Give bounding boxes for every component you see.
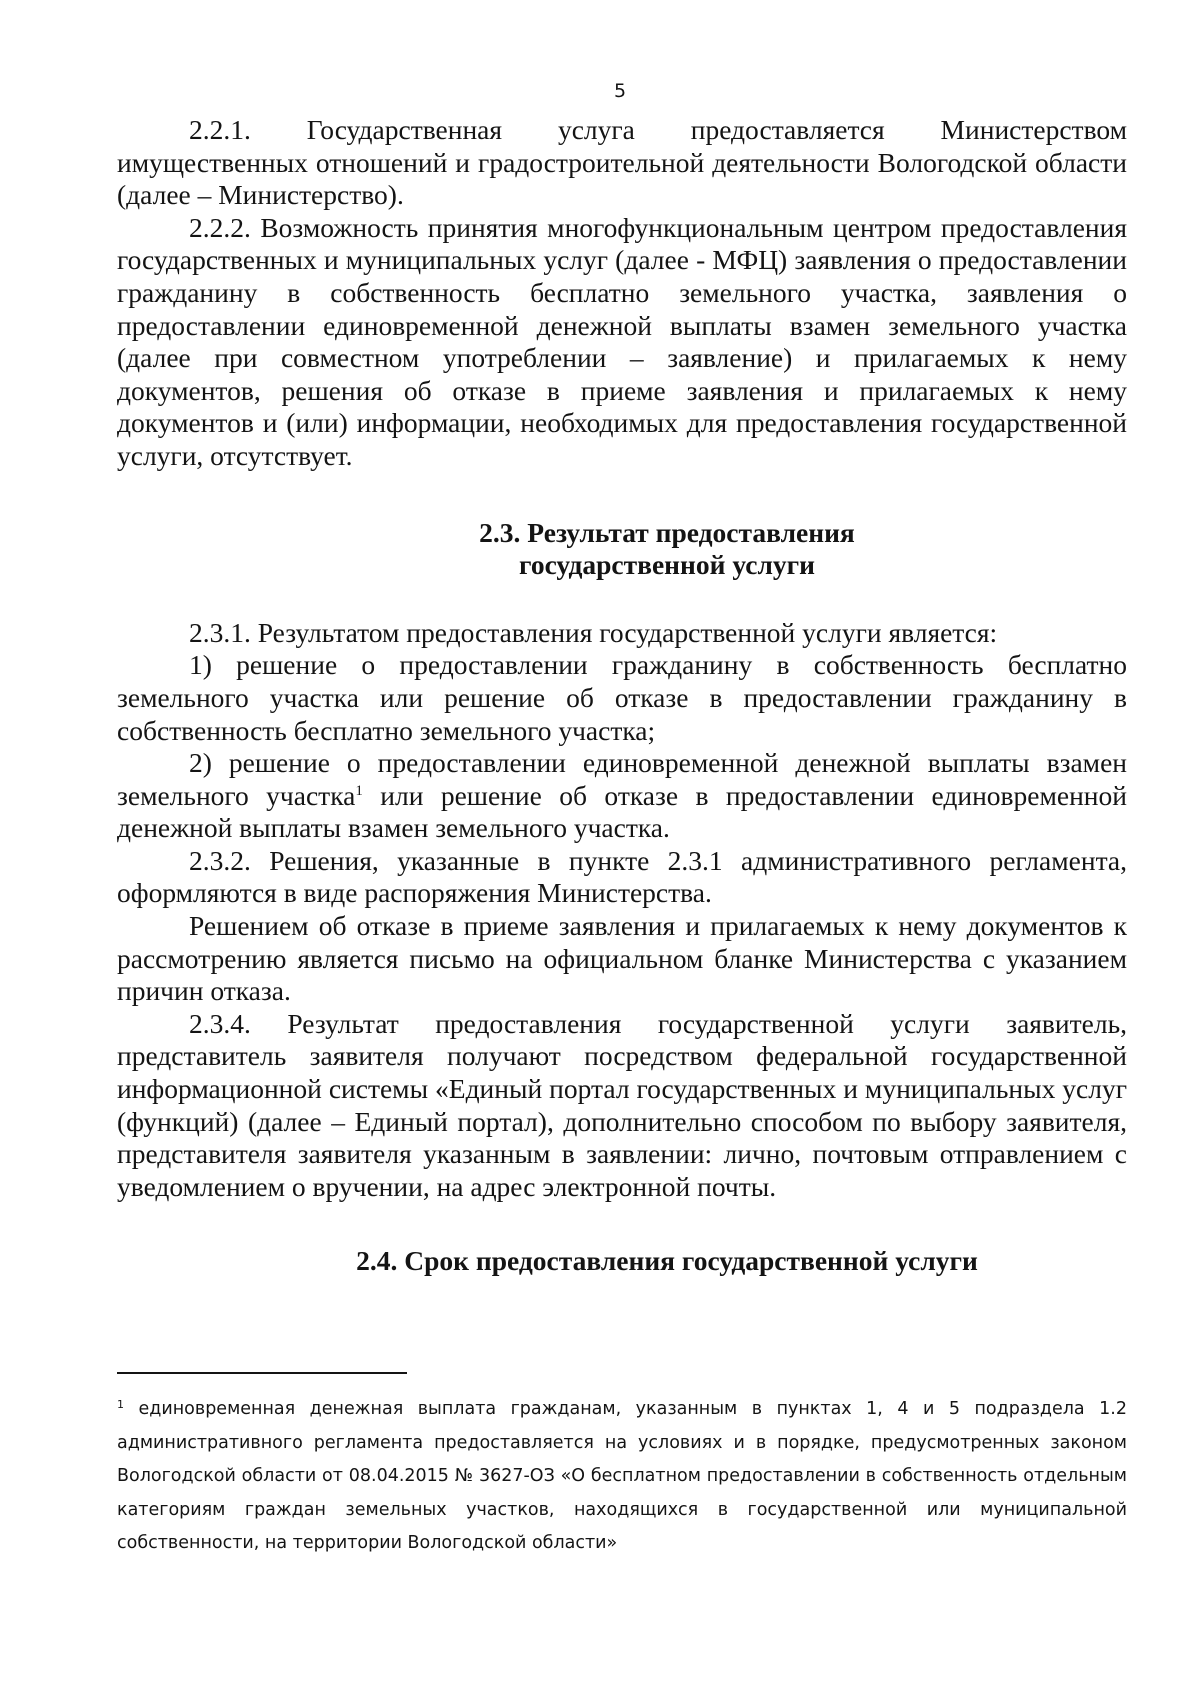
list-item-2 — [117, 747, 1127, 845]
paragraph-2-2-2: 2.2.2. Возможность принятия многофункциональным центром предоставления государственных и муниципальных услуг (далее - МФЦ) заявления о предоставлении гражданину в собственность бесплатно земельного участка, заявления о предоставлении единовременной денежной выплаты взамен земельного участка (далее при совместном употреблении – заявление) и прилагаемых к нему документов, решения об отказе в приеме заявления и прилагаемых к нему документов и (или) информации, необходимых для предоставления государственной услуги, отсутствует. — [117, 211, 1127, 471]
footnote-marker: 1 — [117, 1398, 124, 1411]
paragraph-refusal-letter: Решением об отказе в приеме заявления и прилагаемых к нему документов к рассмотрению является письмо на официальном бланке Министерства с указанием причин отказа. — [117, 910, 1127, 1007]
paragraph-2-3-2: 2.3.2. Решения, указанные в пункте 2.3.1 административного регламента, оформляются в виде распоряжения Министерства. — [117, 844, 1127, 909]
list-item-2-text-start: 2) решение о предоставлении единовременной денежной выплаты взамен земельного участка — [117, 747, 1127, 811]
footnote — [117, 1393, 1127, 1561]
list-item-2-text-end: или решение об отказе в предоставлении единовременной денежной выплаты взамен земельного участка. — [117, 779, 1127, 844]
heading-2-3-line-1: 2.3. Результат предоставления — [479, 516, 855, 548]
list-item-1: 1) решение о предоставлении гражданину в собственность бесплатно земельного участка или решение об отказе в предоставлении гражданину в собственность бесплатно земельного участка; — [117, 649, 1127, 746]
paragraph-2-2-1: 2.2.1. Государственная услуга предоставляется Министерством имущественных отношений и градостроительной деятельности Вологодской области (далее – Министерство). — [117, 114, 1127, 211]
footnote-separator — [117, 1372, 407, 1374]
heading-2-3-line-2: государственной услуги — [519, 549, 815, 581]
paragraph-2-3-4: 2.3.4. Результат предоставления государственной услуги заявитель, представитель заявителя получают посредством федеральной государственной информационной системы «Единый портал государственных и муниципальных услуг (функций) (далее – Единый портал), дополнительно способом по выбору заявителя, представителя заявителя указанным в заявлении: лично, почтовым отправлением с уведомлением о вручении, на адрес электронной почты. — [117, 1007, 1127, 1202]
heading-2-4: 2.4. Срок предоставления государственной услуги — [356, 1245, 978, 1277]
main-text — [117, 114, 1127, 1278]
footnote-reference: 1 — [355, 782, 363, 799]
page-number: 5 — [613, 80, 627, 102]
paragraph-2-3-1: 2.3.1. Результатом предоставления государственной услуги является: — [189, 616, 998, 648]
footnote-text: единовременная денежная выплата гражданам, указанным в пунктах 1, 4 и 5 подраздела 1.2 административного регламента предоставляется на условиях и в порядке, предусмотренных законом Вологодской области от 08.04.2015 № 3627-ОЗ «О бесплатном предоставлении в собственность отдельным категориям граждан земельных участков, находящихся в государственной или муниципальной собственности, на территории Вологодской области» — [117, 1399, 1127, 1553]
